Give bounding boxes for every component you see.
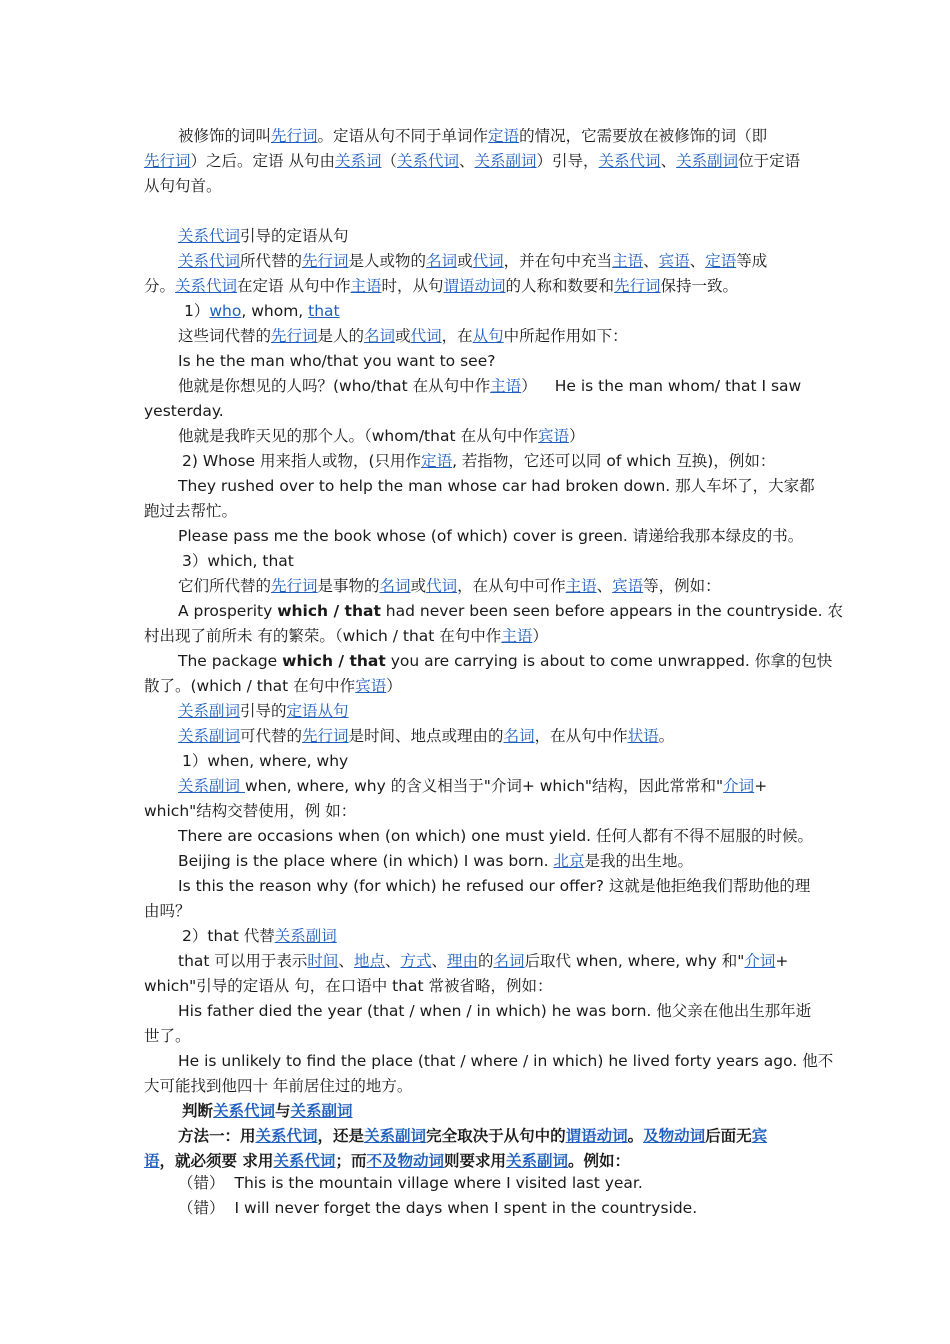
link-subject[interactable]: 主语 (565, 577, 597, 595)
link-attributive[interactable]: 定语 (705, 252, 737, 270)
link-preposition[interactable]: 介词 (723, 777, 755, 795)
intro-line-1: 被修饰的词叫先行词。定语从句不同于单词作定语的情况，它需要放在被修饰的词（即 (178, 127, 768, 145)
link-transitive-verb[interactable]: 及物动词 (643, 1127, 706, 1145)
method-one-cont: 语，就必须要 求用关系代词；而不及物动词则要求用关系副词。例如： (144, 1152, 631, 1170)
example-sentence: There are occasions when (on which) one must yield. 任何人都有不得不屈服的时候。 (178, 827, 814, 845)
link-noun[interactable]: 名词 (503, 727, 535, 745)
link-relative-adverb[interactable]: 关系副词 (274, 927, 337, 945)
link-place[interactable]: 地点 (353, 952, 385, 970)
link-pronoun[interactable]: 代词 (472, 252, 504, 270)
wrong-example: （错） I will never forget the days when I spent in the countryside. (178, 1199, 698, 1217)
text-line: 分。关系代词在定语 从句中作主语时，从句谓语动词的人称和数要和先行词保持一致。 (144, 277, 739, 295)
link-relative-pronoun[interactable]: 关系代词 (178, 252, 241, 270)
example-sentence: A prosperity which / that had never been seen before appears in the countryside. 农 (178, 602, 844, 620)
link-noun[interactable]: 名词 (493, 952, 525, 970)
link-noun[interactable]: 名词 (364, 327, 396, 345)
example-sentence: They rushed over to help the man whose car had broken down. 那人车坏了，大家都 (178, 477, 815, 495)
text-line: that 可以用于表示时间、地点、方式、理由的名词后取代 when, where, why 和"介词+ (178, 952, 789, 970)
list-item: 3）which, that (182, 552, 294, 570)
link-relative-adverb[interactable]: 关系副词 (178, 727, 241, 745)
section-heading-distinguish: 判断关系代词与关系副词 (182, 1102, 353, 1120)
link-antecedent[interactable]: 先行词 (144, 152, 191, 170)
section-heading-relative-adverb: 关系副词引导的定语从句 (178, 702, 349, 720)
link-object[interactable]: 语 (144, 1152, 160, 1170)
link-clause[interactable]: 从句 (472, 327, 504, 345)
example-sentence: He is unlikely to find the place (that / where / in which) he lived forty years ago. 他不 (178, 1052, 834, 1070)
link-beijing[interactable]: 北京 (553, 852, 585, 870)
intro-line-2: 先行词）之后。定语 从句由关系词（关系代词、关系副词）引导，关系代词、关系副词位于定语 (144, 152, 801, 170)
link-reason[interactable]: 理由 (447, 952, 479, 970)
link-noun[interactable]: 名词 (426, 252, 458, 270)
list-item: 1）who, whom, that (184, 302, 340, 320)
link-relative-pronoun[interactable]: 关系代词 (213, 1102, 276, 1120)
link-relative-adverb[interactable]: 关系副词 (676, 152, 739, 170)
link-object[interactable]: 宾语 (537, 427, 569, 445)
example-sentence: Is he the man who/that you want to see? (178, 352, 496, 370)
link-relative-pronoun[interactable]: 关系代词 (598, 152, 661, 170)
example-sentence: Is this the reason why (for which) he refused our offer? 这就是他拒绝我们帮助他的理 (178, 877, 811, 895)
text-line: 这些词代替的先行词是人的名词或代词，在从句中所起作用如下： (178, 327, 628, 345)
link-antecedent[interactable]: 先行词 (302, 727, 349, 745)
link-relative-pronoun[interactable]: 关系代词 (175, 277, 238, 295)
link-object[interactable]: 宾语 (612, 577, 644, 595)
link-noun[interactable]: 名词 (379, 577, 411, 595)
link-antecedent[interactable]: 先行词 (271, 577, 318, 595)
example-sentence: Please pass me the book whose (of which) cover is green. 请递给我那本绿皮的书。 (178, 527, 804, 545)
link-adverbial[interactable]: 状语 (627, 727, 659, 745)
text-line: 关系副词 when, where, why 的含义相当于"介词+ which"结构，因此常常和"介词+ (178, 777, 768, 795)
text-line: 世了。 (144, 1027, 191, 1045)
text-line: yesterday. (144, 402, 224, 420)
link-relative-word[interactable]: 关系词 (334, 152, 382, 170)
link-antecedent[interactable]: 先行词 (614, 277, 661, 295)
text-line: 由吗？ (144, 902, 191, 920)
text-line: 跑过去帮忙。 (144, 502, 238, 520)
text-line: 村出现了前所未 有的繁荣。（which / that 在句中作主语） (144, 627, 548, 645)
text-line: 关系代词所代替的先行词是人或物的名词或代词，并在句中充当主语、宾语、定语等成 (178, 252, 768, 270)
link-intransitive-verb[interactable]: 不及物动词 (366, 1152, 444, 1170)
link-relative-pronoun[interactable]: 关系代词 (178, 227, 241, 245)
link-attributive[interactable]: 定语 (421, 452, 453, 470)
link-subject[interactable]: 主语 (501, 627, 533, 645)
link-attributive[interactable]: 定语 (488, 127, 520, 145)
link-antecedent[interactable]: 先行词 (271, 127, 318, 145)
link-pronoun[interactable]: 代词 (426, 577, 458, 595)
example-sentence: The package which / that you are carrying is about to come unwrapped. 你拿的包快 (178, 652, 833, 670)
method-one: 方法一：用关系代词，还是关系副词完全取决于从句中的谓语动词。及物动词后面无宾 (178, 1127, 768, 1145)
link-relative-adverb[interactable]: 关系副词 (364, 1127, 427, 1145)
link-relative-pronoun[interactable]: 关系代词 (396, 152, 459, 170)
example-translation: 他就是你想见的人吗？(who/that 在从句中作主语） He is the man whom/ that I saw (178, 377, 802, 395)
text-line: 关系副词可代替的先行词是时间、地点或理由的名词，在从句中作状语。 (178, 727, 675, 745)
link-manner[interactable]: 方式 (400, 952, 432, 970)
intro-line-3: 从句句首。 (144, 177, 222, 195)
link-time[interactable]: 时间 (307, 952, 339, 970)
link-relative-adverb[interactable]: 关系副词 (178, 777, 245, 795)
link-relative-adverb[interactable]: 关系副词 (290, 1102, 353, 1120)
link-subject[interactable]: 主语 (490, 377, 522, 395)
text-line: which"引导的定语从 句，在口语中 that 常被省略，例如： (144, 977, 553, 995)
link-preposition[interactable]: 介词 (744, 952, 776, 970)
link-attributive-clause[interactable]: 定语从句 (286, 702, 349, 720)
link-antecedent[interactable]: 先行词 (302, 252, 349, 270)
link-subject[interactable]: 主语 (350, 277, 382, 295)
link-object[interactable]: 宾语 (658, 252, 690, 270)
link-object[interactable]: 宾 (751, 1127, 768, 1145)
link-predicate-verb[interactable]: 谓语动词 (443, 277, 506, 295)
example-sentence: His father died the year (that / when / in which) he was born. 他父亲在他出生那年逝 (178, 1002, 812, 1020)
list-item: 2）that 代替关系副词 (182, 927, 337, 945)
link-object[interactable]: 宾语 (355, 677, 387, 695)
link-that[interactable]: that (308, 302, 340, 320)
example-translation: 他就是我昨天见的那个人。（whom/that 在从句中作宾语） (178, 427, 585, 445)
section-heading-relative-pronoun: 关系代词引导的定语从句 (178, 227, 349, 245)
link-antecedent[interactable]: 先行词 (271, 327, 318, 345)
list-item: 1）when, where, why (182, 752, 349, 770)
link-pronoun[interactable]: 代词 (410, 327, 442, 345)
link-who[interactable]: who (209, 302, 242, 320)
link-relative-adverb[interactable]: 关系副词 (505, 1152, 568, 1170)
text-line: 散了。(which / that 在句中作宾语） (144, 677, 402, 695)
link-relative-adverb[interactable]: 关系副词 (474, 152, 537, 170)
text-line: which"结构交替使用，例 如： (144, 802, 357, 820)
link-subject[interactable]: 主语 (612, 252, 644, 270)
link-relative-adverb[interactable]: 关系副词 (178, 702, 241, 720)
link-relative-pronoun[interactable]: 关系代词 (273, 1152, 336, 1170)
example-sentence: Beijing is the place where (in which) I was born. 北京是我的出生地。 (178, 852, 694, 870)
wrong-example: （错） This is the mountain village where I visited last year. (178, 1174, 643, 1192)
link-relative-pronoun[interactable]: 关系代词 (255, 1127, 318, 1145)
link-predicate-verb[interactable]: 谓语动词 (565, 1127, 628, 1145)
text-line: 它们所代替的先行词是事物的名词或代词，在从句中可作主语、宾语等，例如： (178, 577, 721, 595)
text-line: 大可能找到他四十 年前居住过的地方。 (144, 1077, 413, 1095)
list-item: 2) Whose 用来指人或物，(只用作定语, 若指物，它还可以同 of which 互换)，例如： (182, 452, 776, 470)
